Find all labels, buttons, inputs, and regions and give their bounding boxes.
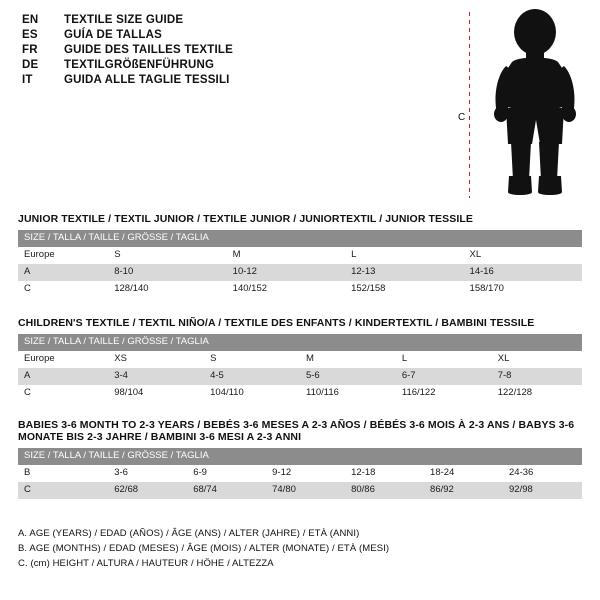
section-junior-textile [18, 213, 582, 298]
children-size-table [18, 334, 582, 402]
language-code: IT [22, 74, 33, 86]
cell: 6-9 [187, 465, 266, 482]
cell: 8-10 [108, 264, 226, 281]
table-header-row [18, 448, 582, 465]
table-header-label: SIZE / TALLA / TAILLE / GRÖSSE / TAGLIA [18, 334, 582, 351]
section-title: JUNIOR TEXTILE / TEXTIL JUNIOR / TEXTILE JUNIOR / JUNIORTEXTIL / JUNIOR TESSILE [18, 213, 473, 225]
cell: XL [464, 247, 582, 264]
section-title: BABIES 3-6 MONTH TO 2-3 YEARS / BEBÉS 3-6 MESES A 2-3 AÑOS / BÉBÉS 3-6 MOIS À 2-3 ANS / BABYS 3-6 MONATE BIS 2-3 JAHRE / BAMBINI 3-6 MESI A 2-3 ANNI [18, 419, 575, 443]
section-childrens-textile [18, 317, 582, 402]
cell: 116/122 [396, 385, 492, 402]
table-header-row [18, 334, 582, 351]
cell: 7-8 [492, 368, 582, 385]
cell: 14-16 [464, 264, 582, 281]
cell: 24-36 [503, 465, 582, 482]
section-babies-textile [18, 419, 582, 499]
row-label: C [18, 281, 108, 298]
cell: 9-12 [266, 465, 345, 482]
cell: 3-6 [108, 465, 187, 482]
cell: M [300, 351, 396, 368]
header-row [22, 44, 442, 56]
legend-item-height: C. (cm) HEIGHT / ALTURA / HAUTEUR / HÖHE / ALTEZZA [18, 558, 274, 569]
table-row [18, 385, 582, 402]
junior-size-table [18, 230, 582, 298]
row-label: Europe [18, 247, 108, 264]
cell: 68/74 [187, 482, 266, 499]
cell: 18-24 [424, 465, 503, 482]
language-code: FR [22, 44, 38, 56]
table-row [18, 482, 582, 499]
cell: 62/68 [108, 482, 187, 499]
cell: 6-7 [396, 368, 492, 385]
measurement-figure [450, 8, 590, 203]
cell: 128/140 [108, 281, 226, 298]
row-label: A [18, 368, 108, 385]
legend-item-age-years: A. AGE (YEARS) / EDAD (AÑOS) / ÂGE (ANS) / ALTER (JAHRE) / ETÀ (ANNI) [18, 528, 360, 539]
header-row [22, 59, 442, 71]
table-row [18, 247, 582, 264]
row-label: B [18, 465, 108, 482]
row-label: A [18, 264, 108, 281]
cell: 140/152 [227, 281, 345, 298]
table-header-label: SIZE / TALLA / TAILLE / GRÖSSE / TAGLIA [18, 230, 582, 247]
header-row [22, 14, 442, 26]
legend-block [18, 528, 582, 573]
guide-title: TEXTILE SIZE GUIDE [64, 14, 184, 26]
header-language-titles [22, 14, 442, 89]
child-silhouette-icon [480, 8, 590, 203]
header-row [22, 29, 442, 41]
guide-title: TEXTILGRÖßENFÜHRUNG [64, 59, 215, 71]
guide-title: GUÍA DE TALLAS [64, 29, 162, 41]
cell: S [204, 351, 300, 368]
section-title: CHILDREN'S TEXTILE / TEXTIL NIÑO/A / TEXTILE DES ENFANTS / KINDERTEXTIL / BAMBINI TESSILE [18, 317, 535, 329]
cell: 104/110 [204, 385, 300, 402]
cell: S [108, 247, 226, 264]
cell: 4-5 [204, 368, 300, 385]
legend-item-age-months: B. AGE (MONTHS) / EDAD (MESES) / ÂGE (MOIS) / ALTER (MONATE) / ETÀ (MESI) [18, 543, 390, 554]
cell: L [345, 247, 463, 264]
table-header-row [18, 230, 582, 247]
cell: M [227, 247, 345, 264]
cell: 12-18 [345, 465, 424, 482]
header-row [22, 74, 442, 86]
cell: L [396, 351, 492, 368]
table-row [18, 351, 582, 368]
row-label: C [18, 385, 108, 402]
table-row [18, 264, 582, 281]
cell: 74/80 [266, 482, 345, 499]
height-measure-label: C [458, 112, 466, 123]
table-row [18, 281, 582, 298]
cell: 92/98 [503, 482, 582, 499]
cell: 12-13 [345, 264, 463, 281]
cell: 80/86 [345, 482, 424, 499]
table-row [18, 465, 582, 482]
cell: XL [492, 351, 582, 368]
cell: 5-6 [300, 368, 396, 385]
language-code: EN [22, 14, 39, 26]
guide-title: GUIDA ALLE TAGLIE TESSILI [64, 74, 230, 86]
table-row [18, 368, 582, 385]
cell: 10-12 [227, 264, 345, 281]
cell: 86/92 [424, 482, 503, 499]
cell: 110/116 [300, 385, 396, 402]
cell: XS [108, 351, 204, 368]
cell: 158/170 [464, 281, 582, 298]
babies-size-table [18, 448, 582, 499]
height-measure-line [469, 12, 470, 198]
cell: 152/158 [345, 281, 463, 298]
language-code: ES [22, 29, 38, 41]
cell: 3-4 [108, 368, 204, 385]
row-label: Europe [18, 351, 108, 368]
table-header-label: SIZE / TALLA / TAILLE / GRÖSSE / TAGLIA [18, 448, 582, 465]
language-code: DE [22, 59, 39, 71]
cell: 98/104 [108, 385, 204, 402]
cell: 122/128 [492, 385, 582, 402]
row-label: C [18, 482, 108, 499]
guide-title: GUIDE DES TAILLES TEXTILE [64, 44, 233, 56]
